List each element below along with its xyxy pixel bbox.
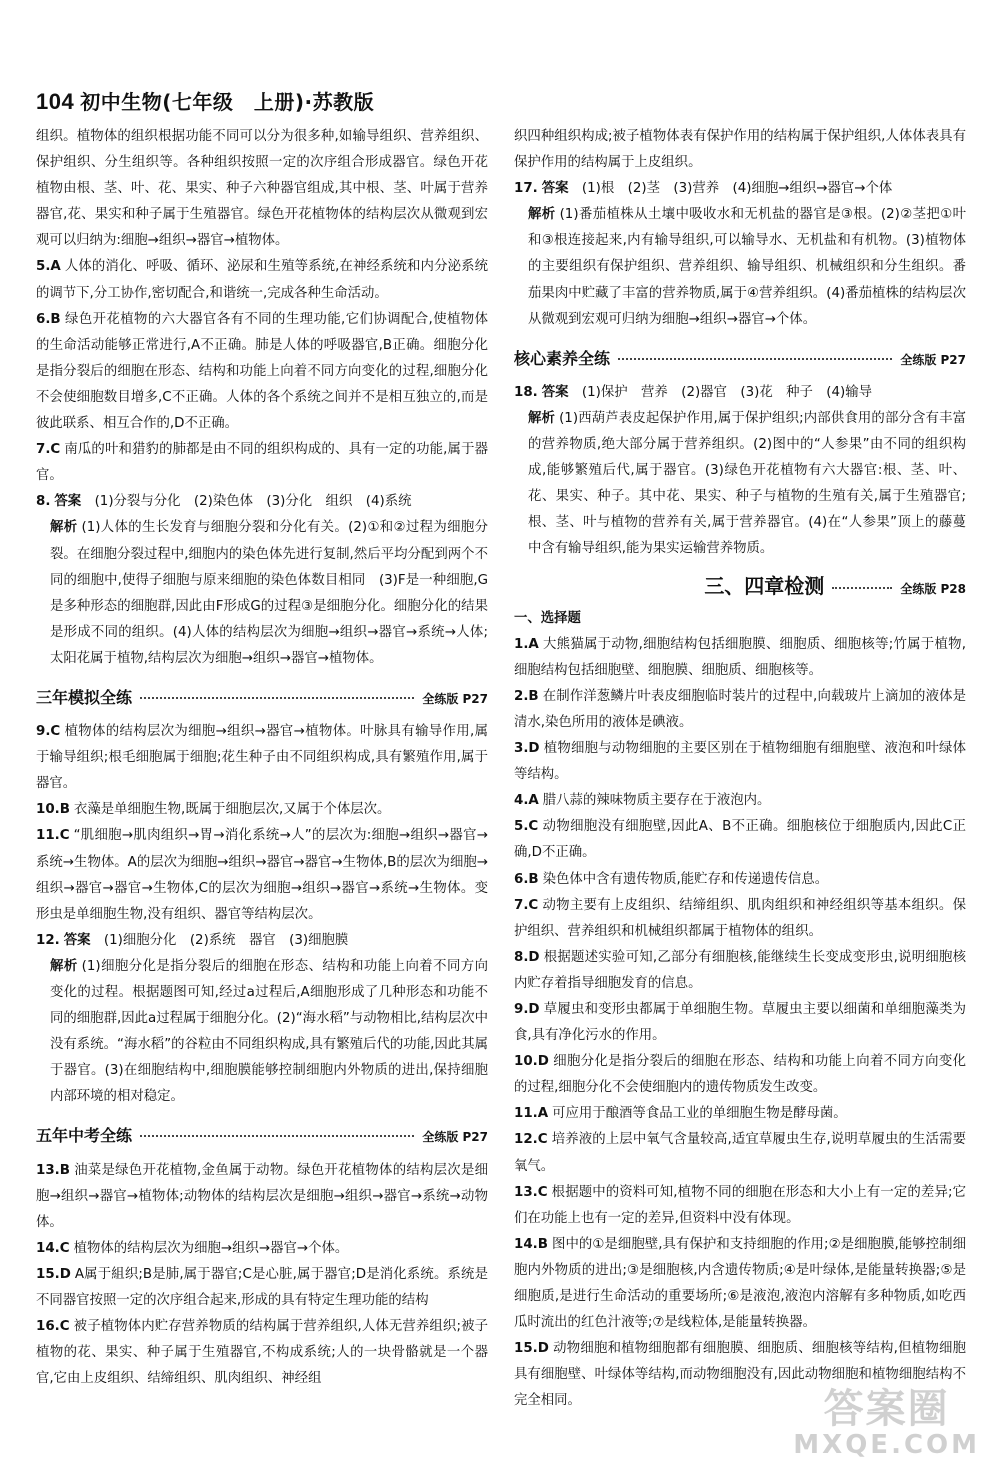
answer-item (514, 1232, 966, 1336)
explanation-label: 解析 (528, 207, 556, 223)
answer-item (514, 1127, 966, 1179)
answer-item (36, 823, 488, 927)
right-column (514, 124, 966, 1415)
section-header (36, 685, 488, 712)
answer-item (514, 945, 966, 997)
item-number: 16.C (36, 1319, 70, 1335)
item-number: 7.C (36, 442, 61, 458)
explanation (514, 202, 966, 332)
answer-item (36, 928, 488, 954)
answer-item (514, 684, 966, 736)
item-text: 草履虫和变形虫都属于单细胞生物。草履虫主要以细菌和单细胞藻类为食,具有净化污水的作用。 (514, 1002, 966, 1044)
dotted-leader (618, 358, 892, 360)
item-number: 10.B (36, 802, 70, 818)
item-number: 15.D (36, 1266, 71, 1282)
item-text: 根据题述实验可知,乙部分有细胞核,能继续生长变成变形虫,说明细胞核内贮存着指导细胞发育的信息。 (514, 949, 966, 991)
item-number: 13.C (514, 1184, 548, 1200)
item-number: 10.D (514, 1054, 549, 1070)
item-number: 11.C (36, 828, 70, 844)
explanation (36, 515, 488, 672)
dotted-leader (140, 697, 414, 699)
answer-label: 答案 (541, 181, 569, 197)
item-text: 动物细胞没有细胞壁,因此A、B不正确。细胞核位于细胞质内,因此C正确,D不正确。 (514, 819, 966, 861)
answer-text: (1)分裂与分化 (2)染色体 (3)分化 组织 (4)系统 (94, 494, 412, 510)
item-text: “肌细胞→肌肉组织→胃→消化系统→人”的层次为:细胞→组织→器官→系统→生物体。A的层次为细胞→组织→器官→器官→生物体,B的层次为细胞→组织→器官→器官→生物体,C的层次为细胞→组织→器官→系统→生物体。变形虫是单细胞生物,没有组织、器官等结构层次。 (36, 828, 488, 922)
explanation (36, 954, 488, 1111)
item-text: 被子植物体内贮存营养物质的结构属于营养组织,人体无营养组织;被子植物的花、果实、种子属于生殖器官,不构成系统;人的一块骨骼就是一个器官,它由上皮组织、结缔组织、肌肉组织、神经组 (36, 1319, 488, 1387)
item-number: 8. (36, 494, 51, 510)
item-number: 9.D (514, 1002, 540, 1017)
item-text: 植物细胞与动物细胞的主要区别在于植物细胞有细胞壁、液泡和叶绿体等结构。 (514, 741, 966, 783)
watermark-url: MXQE.COM (793, 1430, 980, 1461)
item-number: 17. (514, 181, 538, 197)
answer-item (36, 489, 488, 515)
answer-item (36, 437, 488, 489)
answer-text: (1)保护 营养 (2)器官 (3)花 种子 (4)输导 (581, 384, 873, 400)
item-text: 植物体的结构层次为细胞→组织→器官→植物体。叶脉具有输导作用,属于输导组织;根毛细胞属于细胞;花生种子由不同组织构成,具有繁殖作用,属于器官。 (36, 724, 488, 792)
item-text: 动物细胞和植物细胞都有细胞膜、细胞质、细胞核等结构,但植物细胞具有细胞壁、叶绿体等结构,而动物细胞没有,因此动物细胞和植物细胞结构不完全相同。 (514, 1341, 966, 1409)
section-ref: 全练版 P27 (422, 1130, 488, 1145)
answer-item (36, 1236, 488, 1262)
explanation-label: 解析 (528, 410, 556, 426)
explanation-text: (1)细胞分化是指分裂后的细胞在形态、结构和功能上向着不同方向变化的过程。根据题图可知,经过a过程后,A细胞形成了几种形态和功能不同的细胞群,因此a过程属于细胞分化。(2)“海水稻”与动物相比,结构层次中没有系统。“海水稻”的谷粒由不同组织构成,具有繁殖后代的功能,因此其属于器官。(3)在细胞结构中,细胞膜能够控制细胞内外物质的进出,保持细胞内部环境的相对稳定。 (50, 958, 489, 1105)
item-number: 14.B (514, 1236, 548, 1252)
left-column (36, 124, 488, 1392)
answer-item (36, 307, 488, 437)
item-text: 油菜是绿色开花植物,金鱼属于动物。绿色开花植物体的结构层次是细胞→组织→器官→植物体;动物体的结构层次是细胞→组织→器官→系统→动物体。 (36, 1162, 488, 1230)
section-ref: 全练版 P27 (422, 691, 488, 706)
answer-label: 答案 (63, 932, 91, 948)
item-text: 根据题中的资料可知,植物不同的细胞在形态和大小上有一定的差异;它们在功能上也有一定的差异,但资料中没有体现。 (514, 1184, 966, 1226)
item-number: 6.B (514, 871, 539, 887)
item-number: 13.B (36, 1162, 70, 1178)
continued-paragraph: 织四种组织构成;被子植物体表有保护作用的结构属于保护组织,人体体表具有保护作用的结构属于上皮组织。 (514, 129, 966, 171)
answer-label: 答案 (54, 494, 82, 510)
answer-item (514, 1101, 966, 1127)
chapter-ref: 全练版 P28 (900, 581, 966, 596)
item-number: 7.C (514, 897, 539, 913)
subsection-title: 一、选择题 (514, 610, 581, 626)
item-number: 4.A (514, 793, 539, 809)
explanation-label: 解析 (50, 958, 78, 974)
answer-item (514, 997, 966, 1049)
chapter-header (514, 573, 966, 602)
answer-item (36, 254, 488, 306)
answer-item (514, 893, 966, 945)
dotted-leader (832, 587, 892, 589)
intro-paragraph: 组织。植物体的组织根据功能不同可以分为很多种,如输导组织、营养组织、保护组织、分生组织等。各种组织按照一定的次序组合形成器官。绿色开花植物由根、茎、叶、花、果实、种子六种器官组成,其中根、茎、叶属于营养器官,花、果实和种子属于生殖器官。绿色开花植物体的结构层次从微观到宏观可以归纳为:细胞→组织→器官→植物体。 (36, 129, 488, 249)
page-number: 104 (36, 89, 75, 114)
item-text: 动物主要有上皮组织、结缔组织、肌肉组织和神经组织等基本组织。保护组织、营养组织和机械组织都属于植物体的组织。 (514, 897, 966, 939)
answer-item (514, 814, 966, 866)
section-ref: 全练版 P27 (900, 352, 966, 367)
explanation-text: (1)番茄植株从土壤中吸收水和无机盐的器官是③根。(2)②茎把①叶和③根连接起来,内有输导组织,可以输导水、无机盐和有机物。(3)植物体的主要组织有保护组织、营养组织、输导组织、机械组织和分生组织。番茄果肉中贮藏了丰富的营养物质,属于④营养组织。(4)番茄植株的结构层次从微观到宏观可归纳为细胞→组织→器官→个体。 (528, 207, 966, 327)
item-number: 3.D (514, 741, 540, 757)
chapter-title: 三、四章检测 (704, 573, 825, 598)
item-text: 细胞分化是指分裂后的细胞在形态、结构和功能上向着不同方向变化的过程,细胞分化不会使细胞内的遗传物质发生改变。 (514, 1054, 966, 1096)
book-title: 初中生物(七年级 上册)·苏教版 (80, 90, 375, 114)
explanation-label: 解析 (50, 520, 78, 536)
item-number: 12.C (514, 1132, 548, 1148)
item-text: 人体的消化、呼吸、循环、泌尿和生殖等系统,在神经系统和内分泌系统的调节下,分工协作,密切配合,和谐统一,完成各种生命活动。 (36, 259, 488, 301)
item-text: 染色体中含有遗传物质,能贮存和传递遗传信息。 (542, 871, 829, 887)
explanation-text: (1)西葫芦表皮起保护作用,属于保护组织;内部供食用的部分含有丰富的营养物质,绝大部分属于营养组织。(2)图中的“人参果”由不同的组织构成,能够繁殖后代,属于器官。(3)绿色开花植物有六大器官:根、茎、叶、花、果实、种子。其中花、果实、种子与植物的生殖有关,属于生殖器官;根、茎、叶与植物的营养有关,属于营养器官。(4)在“人参果”顶上的藤蔓中含有输导组织,能为果实运输营养物质。 (528, 410, 967, 557)
item-text: A属于組织;B是肺,属于器官;C是心脏,属于器官;D是消化系统。系统是不同器官按照一定的次序组合起来,形成的具有特定生理功能的结构 (36, 1266, 488, 1309)
item-text: 腊八蒜的辣味物质主要存在于液泡内。 (542, 793, 771, 809)
item-text: 植物体的结构层次为细胞→组织→器官→个体。 (73, 1240, 349, 1256)
answer-label: 答案 (541, 384, 569, 400)
answer-item (514, 632, 966, 684)
item-number: 15.D (514, 1341, 549, 1357)
answer-item (514, 176, 966, 202)
answer-text: (1)根 (2)茎 (3)营养 (4)细胞→组织→器官→个体 (581, 181, 893, 197)
item-number: 5.A (36, 259, 61, 275)
item-number: 2.B (514, 688, 539, 704)
item-text: 在制作洋葱鳞片叶表皮细胞临时装片的过程中,向载玻片上滴加的液体是清水,染色所用的液体是碘液。 (514, 688, 966, 730)
answer-item (514, 1049, 966, 1101)
item-number: 14.C (36, 1240, 70, 1256)
answer-item (36, 797, 488, 823)
item-text: 可应用于酿酒等食品工业的单细胞生物是酵母菌。 (552, 1106, 847, 1122)
item-number: 12. (36, 932, 60, 948)
item-text: 培养液的上层中氧气含量较高,适宜草履虫生存,说明草履虫的生活需要氧气。 (514, 1132, 966, 1174)
item-number: 6.B (36, 311, 61, 327)
dotted-leader (140, 1135, 414, 1137)
section-title: 三年模拟全练 (36, 687, 133, 707)
item-text: 衣藻是单细胞生物,既属于细胞层次,又属于个体层次。 (73, 802, 391, 818)
section-header (514, 346, 966, 373)
item-number: 9.C (36, 724, 61, 740)
item-number: 18. (514, 384, 538, 400)
item-number: 5.C (514, 819, 539, 835)
answer-text: (1)细胞分化 (2)系统 器官 (3)细胞膜 (103, 932, 349, 948)
answer-item (36, 1314, 488, 1392)
answer-item (514, 788, 966, 814)
item-number: 8.D (514, 949, 540, 965)
answer-item (514, 1180, 966, 1232)
item-text: 南瓜的叶和猎豹的肺都是由不同的组织构成的、具有一定的功能,属于器官。 (36, 442, 488, 484)
answer-item (36, 1158, 488, 1236)
watermark-logo-text: 答案圈 (823, 1386, 950, 1433)
answer-item (514, 380, 966, 406)
explanation (514, 406, 966, 563)
answer-item (514, 736, 966, 788)
item-text: 图中的①是细胞壁,具有保护和支持细胞的作用;②是细胞膜,能够控制细胞内外物质的进出;③是细胞核,内含遗传物质;④是叶绿体,是能量转换器;⑤是细胞质,是进行生命活动的重要场所;⑥是液泡,液泡内溶解有多种物质,如吃西瓜时流出的红色汁液等;⑦是线粒体,是能量转换器。 (514, 1236, 966, 1331)
page-header (36, 86, 374, 115)
section-title: 五年中考全练 (36, 1126, 133, 1146)
item-text: 大熊猫属于动物,细胞结构包括细胞膜、细胞质、细胞核等;竹属于植物,细胞结构包括细胞壁、细胞膜、细胞质、细胞核等。 (514, 636, 966, 678)
item-number: 11.A (514, 1106, 549, 1122)
answer-item (36, 1262, 488, 1314)
section-header (36, 1123, 488, 1150)
answer-item (514, 867, 966, 893)
answer-item (36, 719, 488, 797)
section-title: 核心素养全练 (514, 348, 611, 368)
site-watermark (793, 1387, 980, 1460)
item-text: 绿色开花植物的六大器官各有不同的生理功能,它们协调配合,使植物体的生命活动能够正常进行,A不正确。肺是人体的呼吸器官,B正确。细胞分化是指分裂后的细胞在形态、结构和功能上向着不同方向变化的过程,细胞分化不会使细胞数目增多,C不正确。人体的各个系统之间并不是相互独立的,而是彼此联系、相互合作的,D不正确。 (36, 311, 488, 432)
item-number: 1.A (514, 636, 539, 652)
explanation-text: (1)人体的生长发育与细胞分裂和分化有关。(2)①和②过程为细胞分裂。在细胞分裂过程中,细胞内的染色体先进行复制,然后平均分配到两个不同的细胞中,使得子细胞与原来细胞的染色体数目相同 (3)F是一种细胞,G是多种形态的细胞群,因此由F形成G的过程③是细胞分化。细胞分化的结果是形成不同的组织。(4)人体的结构层次为细胞→组织→器官→系统→人体;太阳花属于植物,结构层次为细胞→组织→器官→植物体。 (50, 520, 488, 666)
